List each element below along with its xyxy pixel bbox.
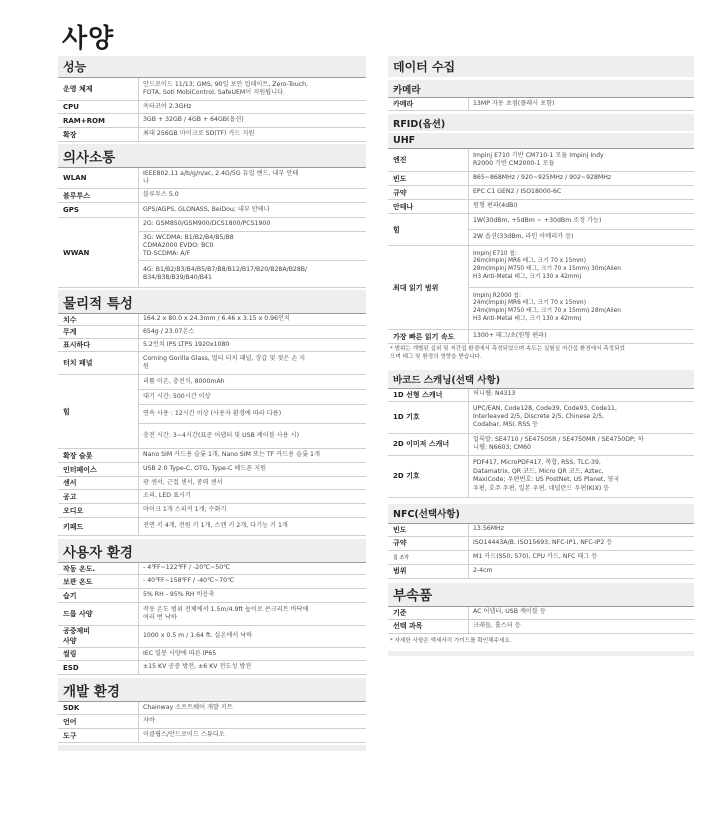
spec-row: [58, 101, 366, 114]
spec-label: 키패드: [63, 522, 84, 531]
spec-row-read-range: [388, 246, 694, 330]
spec-row: [388, 537, 694, 551]
spec-label: 확장: [63, 130, 77, 139]
spec-row: [58, 449, 366, 463]
spec-label: 선택 과목: [393, 622, 423, 631]
spec-label: SDK: [63, 704, 80, 712]
spec-value: AC 어댑터, USB 케이블 등: [468, 607, 694, 619]
read-range-line: Impinj E710 칩: 26m(Impinj MR6 태그, 크기 70 x 15mm) 28m(Impinj M750 태그, 크기 70 x 15mm) 30m(Alien H3 Anti-Metal 태그, 크기 130 x 42mm): [469, 246, 694, 288]
spec-label: 언어: [63, 717, 77, 726]
spec-value: 허니웰: N4313: [468, 389, 694, 401]
spec-label: CPU: [63, 103, 79, 111]
spec-row: [58, 589, 366, 603]
spec-label: 힘: [63, 407, 70, 416]
spec-row: [388, 434, 694, 456]
spec-value: Impinj E710 기반 CM710-1 모듈 Impinj Indy R2000 기반 CM2000-1 모듈: [468, 149, 694, 171]
left-column: [58, 56, 366, 751]
rfid-table: [388, 148, 694, 344]
spec-value: IEC 밀봉 사양에 따른 IP65: [138, 648, 366, 660]
spec-label: 드롭 사양: [63, 610, 93, 618]
spec-value: UPC/EAN, Code128, Code39, Code93, Code11, Interleaved 2/5, Discrete 2/5, Chinese 2/5, Codabar, MSI, RSS 등: [468, 402, 694, 433]
section-heading-barcode: 바코드 스캐닝(선택 사항): [388, 370, 694, 388]
barcode-table: [388, 388, 694, 498]
spec-value: USB 2.0 Type-C, OTG, Type-C 헤드폰 지원: [138, 463, 366, 476]
spec-row: [58, 463, 366, 477]
spec-label: 인터페이스: [63, 465, 97, 474]
section-heading-environment: 사용자 환경: [58, 539, 366, 562]
spec-label: 확장 슬롯: [63, 451, 93, 460]
section-heading-physical: 물리적 특성: [58, 290, 366, 313]
spec-label: 작동 온도.: [63, 564, 96, 573]
spec-label: 최대 읽기 범위: [393, 283, 439, 292]
spec-row: [58, 626, 366, 648]
spec-value: 광 센서, 근접 센서, 중력 센서: [138, 477, 366, 489]
spec-label: WLAN: [63, 174, 87, 182]
spec-label: 블루투스: [63, 191, 91, 200]
section-heading-performance: 성능: [58, 56, 366, 77]
spec-value: 자바: [138, 715, 366, 728]
spec-label: 1D 기호: [393, 413, 420, 422]
section-heading-communication: 의사소통: [58, 144, 366, 167]
spec-value: 안드로이드 11/13; GMS, 90일 보안 업데이트, Zero-Touch, FOTA, Soti MobiControl, SafeUEM이 지원됩니다.: [138, 78, 366, 100]
spec-row: [58, 114, 366, 128]
spec-value: ISO14443A/B, ISO15693, NFC-IP1, NFC-IP2 등: [468, 537, 694, 550]
spec-label: 안테나: [393, 202, 414, 211]
spec-value: GPS/AGPS, GLONASS, BeiDou; 내부 안테나: [138, 203, 366, 217]
spec-label: 빈도: [393, 174, 407, 183]
spec-value: 얼룩말: SE4710 / SE4750SR / SE4750MR / SE4750DP; 하 니웰: N6603; CM60: [468, 434, 694, 455]
power-line: 2W 옵션(33dBm, 라인 아메리카 등): [473, 233, 574, 241]
spec-label: 도구: [63, 731, 77, 740]
spec-value: 5.2인치 IPS LTPS 1920x1080: [138, 339, 366, 351]
rfid-footnote: * 범위는 개별된 실외 및 저간섭 환경에서 측정되었으며 속도는 실험실 저간섭 환경에서 측정되었 으며 태그 및 환경의 영향을 받습니다.: [390, 346, 625, 360]
spec-row-power: [388, 214, 694, 246]
spec-label: 2D 이미저 스캐너: [393, 440, 450, 449]
spec-label: 칩 조각: [393, 554, 410, 561]
spec-value: 마이크 1개 스피커 1개; 수화기: [138, 504, 366, 517]
camera-table: [388, 97, 694, 111]
spec-row: [388, 620, 694, 634]
spec-value: 작동 온도 범위 전체에서 1.5m/4.9ft 높이로 콘크리트 바닥에 여러 번 낙하: [138, 603, 366, 625]
development-table: [58, 701, 366, 743]
spec-row: [388, 523, 694, 537]
spec-row: [388, 172, 694, 186]
spec-value: 1000 x 0.5 m / 1.64 ft. 실온에서 낙하: [138, 626, 366, 647]
section-heading-camera: 카메라: [388, 80, 694, 97]
spec-label: 공고: [63, 492, 77, 501]
read-range-line: Impinj R2000 칩: 24m(Impinj MR6 태그, 크기 70 x 15mm) 24m(Impinj M750 태그, 크기 70 x 15mm) 28m(Alien H3 Anti-Metal 태그, 크기 130 x 42mm): [473, 292, 621, 323]
spec-label: 범위: [393, 567, 407, 576]
spec-row-wwan: [58, 218, 366, 288]
spec-label: 치수: [63, 315, 77, 324]
spec-label: 습기: [63, 591, 77, 600]
spec-row: [58, 77, 366, 101]
spec-value: M1 카드(S50, S70), CPU 카드, NFC 태그 등: [468, 551, 694, 564]
spec-label: 보관 온도: [63, 577, 93, 586]
spec-value: - 40℉F~158℉F / -40℃~70℃: [138, 575, 366, 588]
section-heading-rfid: RFID(옵션): [388, 114, 694, 131]
spec-value: - 4℉F~122℉F / -20℃~50℃: [138, 563, 366, 574]
section-heading-nfc: NFC(선택사항): [388, 504, 694, 523]
spec-value: 옥타코어 2.3GHz: [138, 101, 366, 113]
spec-value: IEEE802.11 a/b/g/n/ac, 2.4G/5G 듀얼 밴드, 내부 안테 나: [138, 168, 366, 188]
spec-value: 이클립스/안드로이드 스튜디오: [138, 729, 366, 742]
spec-row: [58, 167, 366, 189]
spec-value: 원형 편파(4dBi): [468, 200, 694, 213]
spec-row: [58, 518, 366, 536]
spec-row: [388, 456, 694, 498]
footer-bar: [58, 745, 366, 751]
spec-value: ±15 KV 공중 방전, ±6 KV 전도성 방전: [138, 661, 366, 674]
spec-row: [58, 339, 366, 352]
spec-value: 3GB + 32GB / 4GB + 64GB(옵션): [138, 114, 366, 127]
spec-row: [58, 490, 366, 504]
wwan-line: 3G: WCDMA: B1/B2/B4/B5/B8 CDMA2000 EVDO: BC0 TD-SCDMA: A/F: [139, 232, 366, 262]
communication-table: [58, 167, 366, 288]
spec-row: [388, 402, 694, 434]
spec-label: 무게: [63, 328, 77, 336]
spec-value: 2-4cm: [468, 565, 694, 578]
wwan-values: [138, 218, 366, 287]
nfc-table: [388, 523, 694, 579]
spec-label: 터치 패널: [63, 359, 93, 367]
section-subheading-uhf: UHF: [388, 133, 694, 148]
spec-value: 5% RH - 95% RH 비응축: [138, 589, 366, 602]
spec-row: [388, 565, 694, 579]
spec-value: 전면 키 4개, 전원 키 1개, 스캔 키 2개, 다기능 키 1개: [138, 518, 366, 535]
spec-label: 1D 선형 스캐너: [393, 390, 443, 399]
spec-row-battery: [58, 375, 366, 449]
spec-row: [58, 661, 366, 675]
spec-row: [58, 729, 366, 743]
spec-label: ESD: [63, 663, 79, 672]
spec-row: [388, 97, 694, 111]
spec-label: 카메라: [393, 100, 414, 108]
wwan-line: 4G: B1/B2/B3/B4/B5/B7/B8/B12/B17/B20/B28A/B28B/ B34/B38/B39/B40/B41: [143, 265, 308, 282]
spec-row: [58, 715, 366, 729]
spec-value: EPC C1 GEN2 / ISO18000-6C: [468, 186, 694, 199]
spec-row: [388, 606, 694, 620]
physical-table: [58, 313, 366, 536]
right-column: [388, 56, 694, 656]
spec-row: [388, 388, 694, 402]
spec-label: 오디오: [63, 506, 84, 515]
spec-row: [388, 148, 694, 172]
spec-label: 공중제비 사양: [63, 627, 91, 645]
spec-value: 164.2 x 80.0 x 24.3mm / 6.46 x 3.15 x 0.96인치: [138, 314, 366, 325]
power-values: [468, 214, 694, 245]
spec-value: Chainway 소프트웨어 개발 키트: [138, 702, 366, 714]
battery-line: 연속 사용 : 12시간 이상 (사용자 환경에 따라 다름): [139, 405, 366, 425]
spec-label: 엔진: [393, 156, 407, 164]
spec-value: Nano SIM 카드용 슬롯 1개, Nano SIM 또는 TF 카드용 슬롯 1개: [138, 449, 366, 462]
spec-label: 운영 체제: [63, 85, 93, 93]
wwan-line: 2G: GSM850/GSM900/DCS1800/PCS1900: [139, 218, 366, 232]
performance-table: [58, 77, 366, 142]
spec-row: [58, 504, 366, 518]
footer-bar: [388, 651, 694, 656]
spec-value: 소리, LED 표시기: [138, 490, 366, 503]
read-range-values: [468, 246, 694, 329]
power-line: 1W(30dBm, +5dBm ~ +30dBm 조정 가능): [469, 214, 694, 230]
spec-row: [58, 189, 366, 203]
battery-line: 충전 시간: 3~4시간(표준 어댑터 및 USB 케이블 사용 시): [143, 432, 299, 439]
spec-value: 크래들, 홀스터 등: [468, 620, 694, 633]
spec-value: 865~868MHz / 920~925MHz / 902~928MHz: [468, 172, 694, 185]
spec-row: [388, 330, 694, 344]
spec-value: 13MP 자동 초점(플래시 포함): [468, 98, 694, 110]
spec-label: 씰링: [63, 650, 77, 658]
accessories-table: [388, 606, 694, 634]
section-heading-data-collection: 데이터 수집: [388, 56, 694, 77]
spec-label: GPS: [63, 206, 79, 214]
spec-value: PDF417, MicroPDF417, 복합, RSS, TLC-39, Datamatrix, QR 코드, Micro QR 코드, Aztec, MaxiCode; 우편번호: US PostNet, US Planet, 영국 우편, 호주 우편, 일본 우편, 네덜란드 우편(KIX) 등: [468, 456, 694, 497]
spec-label: 규약: [393, 188, 407, 197]
spec-value: 13.56MHz: [468, 524, 694, 536]
spec-label: 센서: [63, 479, 77, 487]
spec-label: 규약: [393, 539, 407, 548]
spec-label: 힘: [393, 225, 400, 234]
spec-row: [58, 203, 366, 218]
battery-values: [138, 375, 366, 448]
spec-value: Corning Gorilla Glass, 멀티 터치 패널, 장갑 및 젖은 손 지 원: [138, 352, 366, 374]
battery-line: 리튬 이온, 충전식, 8000mAh: [139, 375, 366, 390]
spec-value: 654g / 23.07온스: [138, 326, 366, 338]
spec-label: 빈도: [393, 525, 407, 534]
spec-row: [58, 352, 366, 375]
spec-row: [58, 128, 366, 142]
spec-value: 블루투스 5.0: [138, 189, 366, 202]
spec-row: [388, 200, 694, 214]
environment-table: [58, 562, 366, 675]
battery-line: 대기 시간: 500시간 이상: [139, 390, 366, 405]
spec-row: [58, 648, 366, 661]
spec-row: [58, 326, 366, 339]
spec-label: RAM+ROM: [63, 116, 105, 125]
spec-row: [58, 603, 366, 626]
spec-row: [58, 313, 366, 326]
spec-label: 가장 빠른 읽기 속도: [393, 332, 455, 341]
spec-row: [58, 562, 366, 575]
section-heading-development: 개발 환경: [58, 678, 366, 701]
spec-row: [388, 551, 694, 565]
spec-row: [58, 477, 366, 490]
spec-label: 2D 기호: [393, 472, 420, 481]
spec-label: WWAN: [63, 248, 90, 257]
spec-label: 표시하다: [63, 341, 91, 349]
spec-row: [58, 701, 366, 715]
section-heading-accessories: 부속품: [388, 583, 694, 606]
spec-value: 최대 256GB 마이크로 SD(TF) 카드 지원: [138, 128, 366, 141]
spec-row: [388, 186, 694, 200]
spec-row: [58, 575, 366, 589]
spec-value: 1300+ 태그/초(원형 편파): [468, 330, 694, 343]
page-title: 사양: [62, 24, 115, 54]
spec-label: 기준: [393, 608, 407, 617]
accessories-footnote: * 자세한 사항은 액세서리 가이드를 확인해주세요.: [390, 637, 512, 644]
